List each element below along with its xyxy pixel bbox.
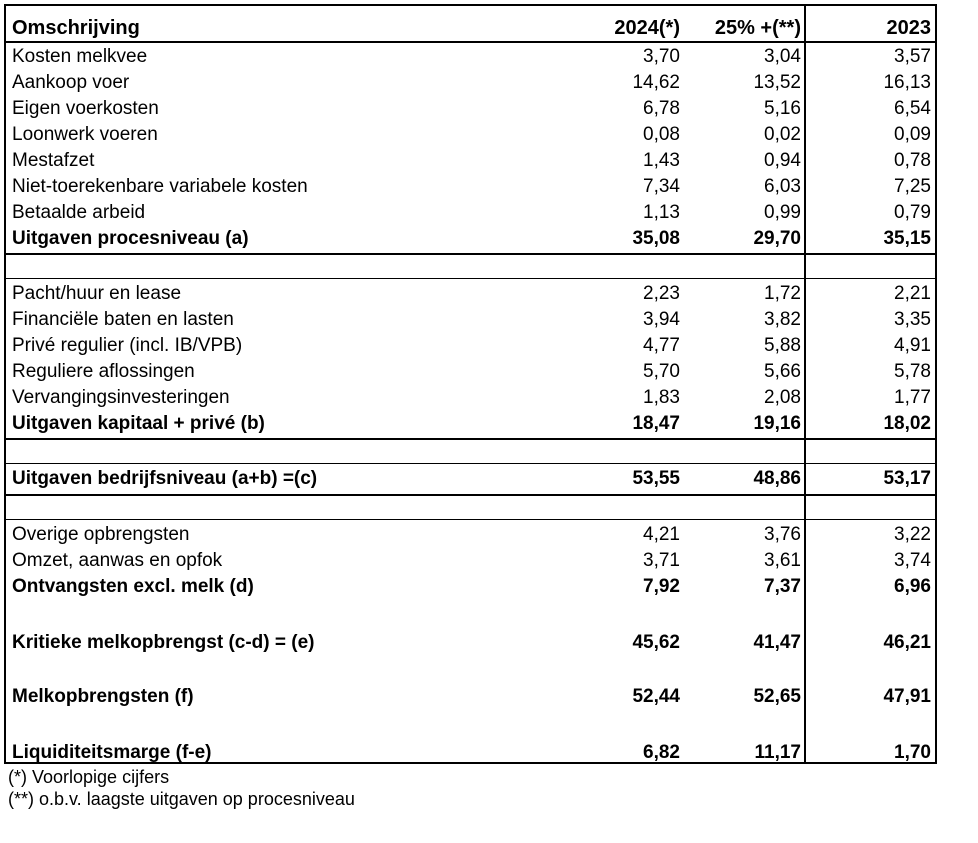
row-value-2023: 3,22 <box>894 524 931 545</box>
row-value-2024: 6,78 <box>643 98 680 119</box>
row-value-2023: 1,77 <box>894 387 931 408</box>
row-label: Pacht/huur en lease <box>12 283 182 304</box>
row-label: Loonwerk voeren <box>12 124 158 145</box>
row-label: Betaalde arbeid <box>12 202 146 223</box>
data-table <box>4 4 937 764</box>
row-value-2024: 3,70 <box>643 46 680 67</box>
row-value-2024: 18,47 <box>632 413 680 434</box>
row-value-2024: 53,55 <box>632 468 680 489</box>
section-divider <box>6 463 935 464</box>
footnote-2: (**) o.b.v. laagste uitgaven op procesniveau <box>8 789 355 809</box>
row-value-25pct: 13,52 <box>753 72 801 93</box>
row-value-2023: 7,25 <box>894 176 931 197</box>
row-value-25pct: 6,03 <box>764 176 801 197</box>
row-value-2023: 16,13 <box>883 72 931 93</box>
row-label: Uitgaven kapitaal + privé (b) <box>12 413 265 434</box>
header-col-25pct: 25% +(**) <box>714 17 801 39</box>
row-value-2023: 5,78 <box>894 361 931 382</box>
row-value-25pct: 19,16 <box>753 413 801 434</box>
row-value-2024: 2,23 <box>643 283 680 304</box>
row-value-25pct: 0,02 <box>764 124 801 145</box>
row-value-2024: 35,08 <box>632 228 680 249</box>
row-value-2024: 4,21 <box>643 524 680 545</box>
row-value-25pct: 0,94 <box>764 150 801 171</box>
row-value-2023: 47,91 <box>883 686 931 707</box>
row-value-25pct: 7,37 <box>764 576 801 597</box>
row-value-2023: 46,21 <box>883 632 931 653</box>
row-value-2024: 1,43 <box>643 150 680 171</box>
row-value-2023: 0,09 <box>894 124 931 145</box>
row-value-2024: 5,70 <box>643 361 680 382</box>
row-value-2024: 3,94 <box>643 309 680 330</box>
section-divider <box>6 438 935 440</box>
row-value-2023: 18,02 <box>883 413 931 434</box>
row-value-25pct: 3,82 <box>764 309 801 330</box>
row-value-2024: 1,13 <box>643 202 680 223</box>
row-value-25pct: 5,16 <box>764 98 801 119</box>
row-value-2024: 1,83 <box>643 387 680 408</box>
row-label: Financiële baten en lasten <box>12 309 234 330</box>
row-value-2023: 3,35 <box>894 309 931 330</box>
row-value-25pct: 0,99 <box>764 202 801 223</box>
section-divider <box>6 519 935 520</box>
row-value-2023: 0,79 <box>894 202 931 223</box>
row-value-2024: 4,77 <box>643 335 680 356</box>
row-label: Vervangingsinvesteringen <box>12 387 230 408</box>
section-divider <box>6 494 935 496</box>
row-value-2024: 6,82 <box>643 742 680 763</box>
row-label: Privé regulier (incl. IB/VPB) <box>12 335 243 356</box>
row-value-25pct: 11,17 <box>754 742 801 763</box>
row-label: Overige opbrengsten <box>12 524 190 545</box>
row-value-2024: 45,62 <box>632 632 680 653</box>
column-divider <box>804 6 806 762</box>
row-value-2024: 3,71 <box>643 550 680 571</box>
row-value-2024: 7,34 <box>643 176 680 197</box>
footnote-1: (*) Voorlopige cijfers <box>8 767 170 787</box>
row-value-2023: 3,57 <box>894 46 931 67</box>
row-label: Kosten melkvee <box>12 46 148 67</box>
row-value-2023: 2,21 <box>894 283 931 304</box>
row-label: Aankoop voer <box>12 72 130 93</box>
row-value-2024: 52,44 <box>632 686 680 707</box>
row-value-2023: 6,96 <box>894 576 931 597</box>
header-col-2024: 2024(*) <box>614 17 680 39</box>
row-value-25pct: 29,70 <box>753 228 801 249</box>
row-label: Uitgaven procesniveau (a) <box>12 228 249 249</box>
row-value-25pct: 5,66 <box>764 361 801 382</box>
row-value-2023: 3,74 <box>894 550 931 571</box>
row-value-25pct: 3,61 <box>764 550 801 571</box>
row-label: Reguliere aflossingen <box>12 361 195 382</box>
footnotes <box>8 766 355 810</box>
row-value-2024: 14,62 <box>632 72 680 93</box>
row-value-25pct: 2,08 <box>764 387 801 408</box>
header-col-2023: 2023 <box>886 17 931 39</box>
row-label: Mestafzet <box>12 150 95 171</box>
section-divider <box>6 253 935 255</box>
row-label: Omzet, aanwas en opfok <box>12 550 223 571</box>
row-value-25pct: 1,72 <box>764 283 801 304</box>
header-divider <box>6 41 935 43</box>
row-value-2024: 0,08 <box>643 124 680 145</box>
section-divider <box>6 278 935 279</box>
row-value-25pct: 48,86 <box>753 468 801 489</box>
row-label: Uitgaven bedrijfsniveau (a+b) =(c) <box>12 468 318 489</box>
row-value-2023: 1,70 <box>894 742 931 763</box>
row-value-2023: 35,15 <box>883 228 931 249</box>
header-label: Omschrijving <box>12 17 140 39</box>
row-value-2024: 7,92 <box>643 576 680 597</box>
row-value-2023: 4,91 <box>894 335 931 356</box>
row-label: Niet-toerekenbare variabele kosten <box>12 176 308 197</box>
row-label: Melkopbrengsten (f) <box>12 686 194 707</box>
row-value-25pct: 3,76 <box>764 524 801 545</box>
row-value-25pct: 52,65 <box>753 686 801 707</box>
row-value-25pct: 41,47 <box>753 632 801 653</box>
row-label: Eigen voerkosten <box>12 98 159 119</box>
row-value-2023: 6,54 <box>894 98 931 119</box>
row-value-25pct: 5,88 <box>764 335 801 356</box>
row-label: Liquiditeitsmarge (f-e) <box>12 742 212 763</box>
row-label: Kritieke melkopbrengst (c-d) = (e) <box>12 632 315 653</box>
row-label: Ontvangsten excl. melk (d) <box>12 576 254 597</box>
row-value-2023: 53,17 <box>883 468 931 489</box>
row-value-2023: 0,78 <box>894 150 931 171</box>
row-value-25pct: 3,04 <box>764 46 801 67</box>
